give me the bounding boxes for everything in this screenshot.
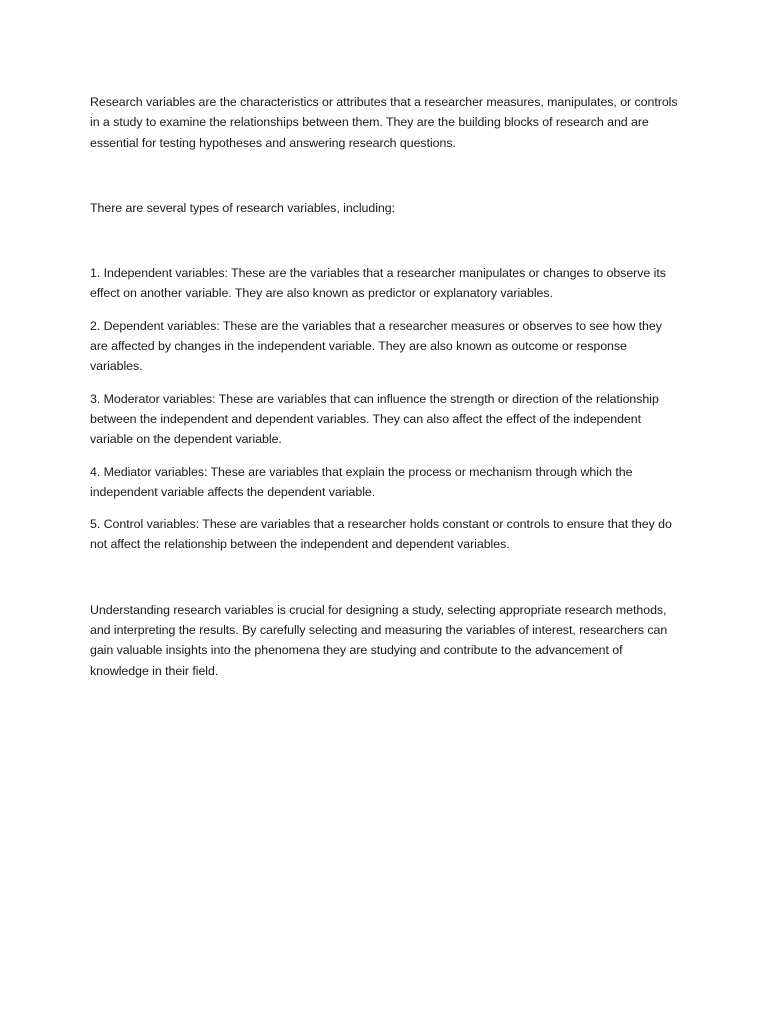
paragraph-spacer	[90, 555, 680, 600]
list-item-independent: 1. Independent variables: These are the variables that a researcher manipulates or changes to observe its effect on another variable. They are also known as predictor or explanatory variables.	[90, 266, 666, 301]
types-lead-paragraph: There are several types of research variables, including:	[90, 200, 396, 215]
paragraph-spacer	[90, 153, 680, 198]
paragraph-spacer	[90, 218, 680, 263]
list-item-dependent: 2. Dependent variables: These are the variables that a researcher measures or observes to see how they are affected by changes in the independent variable. They are also known as outcome or response variables.	[90, 318, 662, 374]
conclusion-paragraph: Understanding research variables is crucial for designing a study, selecting appropriate research methods, and interpreting the results. By carefully selecting and measuring the variables of interest, researchers can gain valuable insights into the phenomena they are studying and contribute to the advancement of knowledge in their field.	[90, 602, 668, 678]
list-item-moderator: 3. Moderator variables: These are variables that can influence the strength or direction of the relationship between the independent and dependent variables. They can also affect the effect of the independent variable on the dependent variable.	[90, 391, 659, 447]
list-item-mediator: 4. Mediator variables: These are variables that explain the process or mechanism through which the independent variable affects the dependent variable.	[90, 464, 633, 499]
item-spacer	[90, 377, 680, 389]
list-item-control: 5. Control variables: These are variables that a researcher holds constant or controls to ensure that they do not affect the relationship between the independent and dependent variables.	[90, 517, 672, 552]
item-spacer	[90, 304, 680, 316]
variable-types-list	[90, 263, 680, 555]
item-spacer	[90, 502, 680, 514]
item-spacer	[90, 450, 680, 462]
intro-paragraph: Research variables are the characteristics or attributes that a researcher measures, manipulates, or controls in a study to examine the relationships between them. They are the building blocks of research and are essential for testing hypotheses and answering research questions.	[90, 95, 678, 150]
document-body	[90, 92, 680, 681]
